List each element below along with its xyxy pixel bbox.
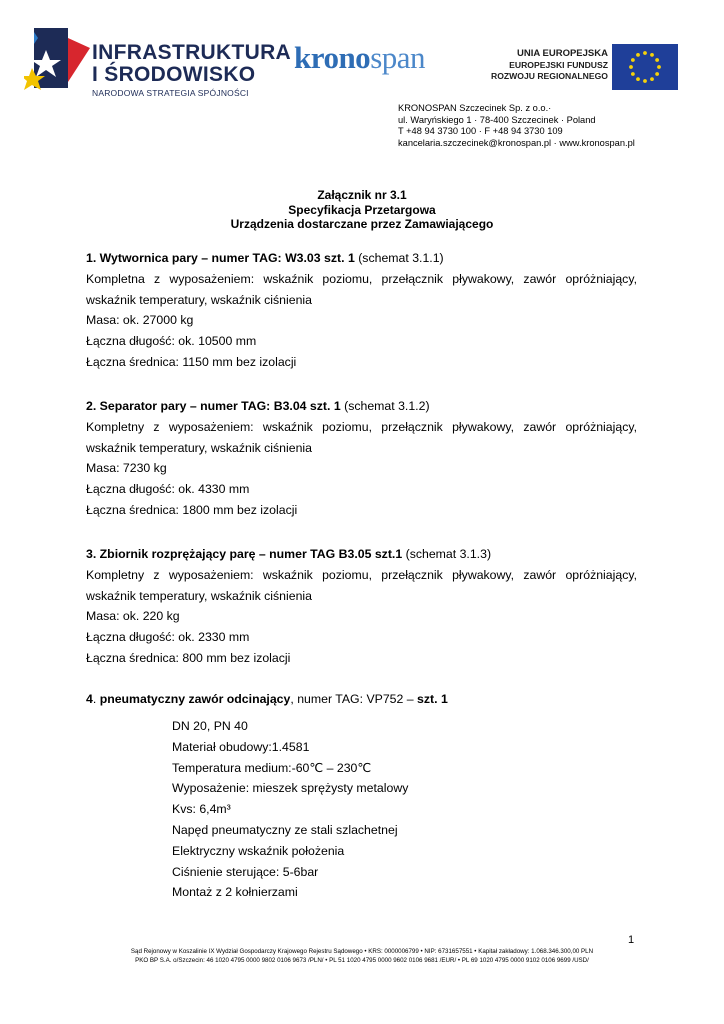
eu-star [636,77,640,81]
spec-item: DN 20, PN 40 [172,719,248,733]
section-description: wskaźnik temperatury, wskaźnik ciśnienia [86,440,312,455]
section-mass: Masa: ok. 27000 kg [86,313,194,328]
heading-rest: (schemat 3.1.3) [402,547,492,561]
address-line: T +48 94 3730 100 · F +48 94 3730 109 [398,126,563,137]
section-mass: Masa: 7230 kg [86,461,167,476]
eu-star [629,65,633,69]
section-description: Kompletny z wyposażeniem: wskaźnik poziomu, przełącznik pływakowy, zawór opróżniający, [86,419,637,434]
kronospan-wordmark [294,40,425,76]
heading-rest: (schemat 3.1.1) [354,251,444,265]
eu-star [657,65,661,69]
spec-item: Materiał obudowy:1.4581 [172,739,310,754]
company-address [398,103,635,150]
section-length: Łączna długość: ok. 2330 mm [86,630,250,645]
logo-line2: I ŚRODOWISKO [92,63,256,86]
eu-logo [470,44,680,94]
section-heading [86,248,637,269]
footer-line2: PKO BP S.A. o/Szczecin: 46 1020 4795 0000 9802 0106 9673 /PLN/ • PL 51 1020 4795 0000 9602 0106 9681 /EUR/ • PL 69 1020 4795 0000 9102 0106 9699 /USD/ [135,956,589,964]
heading-rest: (schemat 3.1.2) [340,399,430,413]
eu-star [643,51,647,55]
eu-star [643,79,647,83]
address-line: kancelaria.szczecinek@kronospan.pl · www.kronospan.pl [398,138,635,149]
logo-line3: NARODOWA STRATEGIA SPÓJNOŚCI [92,88,249,98]
heading-bold: 1. Wytwornica pary – numer TAG: W3.03 szt. 1 [86,251,355,265]
eu-star [655,72,659,76]
section-diameter: Łączna średnica: 800 mm bez izolacji [86,650,291,665]
spec-item: Napęd pneumatyczny ze stali szlachetnej [172,822,398,837]
heading-num: 4 [86,692,93,706]
eu-star [636,53,640,57]
section-mass: Masa: ok. 220 kg [86,609,180,624]
logo-line1: INFRASTRUKTURA [92,41,292,64]
eu-flag-icon [612,44,678,90]
address-line: ul. Waryńskiego 1 · 78-400 Szczecinek · Poland [398,114,596,125]
section-length: Łączna długość: ok. 10500 mm [86,334,257,349]
infrastruktura-logo [24,24,292,102]
section-description: wskaźnik temperatury, wskaźnik ciśnienia [86,292,312,307]
section-length: Łączna długość: ok. 4330 mm [86,482,250,497]
heading-bold: 2. Separator pary – numer TAG: B3.04 szt. 1 [86,399,341,413]
heading-mid: , numer TAG: VP752 – [290,692,418,706]
eu-star [655,58,659,62]
eu-star [650,53,654,57]
heading-qty: szt. 1 [417,692,448,706]
spec-item: Temperatura medium:-60℃ – 230℃ [172,760,372,775]
section-heading [86,396,637,417]
section-heading [86,544,637,565]
page-number: 1 [628,934,635,946]
valve-spec-list [172,716,408,903]
address-line: KRONOSPAN Szczecinek Sp. z o.o.· [398,103,552,113]
heading-name: pneumatyczny zawór odcinający [99,692,291,706]
spec-item: Elektryczny wskaźnik położenia [172,843,345,858]
eu-line2: EUROPEJSKI FUNDUSZ [509,59,608,70]
section-description: wskaźnik temperatury, wskaźnik ciśnienia [86,588,312,603]
spec-item: Kvs: 6,4m³ [172,802,231,817]
section-heading [86,689,637,710]
spec-item: Montaż z 2 kołnierzami [172,885,298,900]
section-1 [86,248,637,373]
kronospan-logo [294,40,454,78]
section-diameter: Łączna średnica: 1150 mm bez izolacji [86,354,297,369]
eu-star [631,58,635,62]
wordmark-part2: span [370,40,426,75]
heading-bold: 3. Zbiornik rozprężający parę – numer TAG B3.05 szt.1 [86,547,403,561]
section-description: Kompletny z wyposażeniem: wskaźnik poziomu, przełącznik pływakowy, zawór opróżniający, [86,567,637,582]
eu-star [631,72,635,76]
heading-sep: . [92,692,100,706]
title-line1: Załącznik nr 3.1 [317,188,407,202]
section-diameter: Łączna średnica: 1800 mm bez izolacji [86,502,298,517]
footer-line1: Sąd Rejonowy w Koszalinie IX Wydział Gospodarczy Krajowego Rejestru Sądowego • KRS: 0000006799 • NIP: 6731657551 • Kapitał zakładowy: 1.068.346.300,00 PLN [130,948,594,955]
eu-star [650,77,654,81]
star-flag-logo-icon [24,24,94,102]
section-3 [86,544,637,669]
wordmark-part1: krono [294,40,371,75]
section-description: Kompletna z wyposażeniem: wskaźnik poziomu, przełącznik pływakowy, zawór opróżniający, [86,271,637,286]
section-4 [86,689,637,710]
eu-line3: ROZWOJU REGIONALNEGO [491,71,608,81]
eu-logo-text [491,48,608,83]
eu-line1: UNIA EUROPEJSKA [517,48,608,59]
spec-item: Ciśnienie sterujące: 5-6bar [172,864,319,879]
section-2 [86,396,637,521]
title-line2: Specyfikacja Przetargowa [288,202,436,217]
footer-legal [0,948,724,965]
document-title [0,188,724,232]
title-line3: Urządzenia dostarczane przez Zamawiającego [230,217,494,231]
spec-item: Wyposażenie: mieszek sprężysty metalowy [172,781,409,796]
